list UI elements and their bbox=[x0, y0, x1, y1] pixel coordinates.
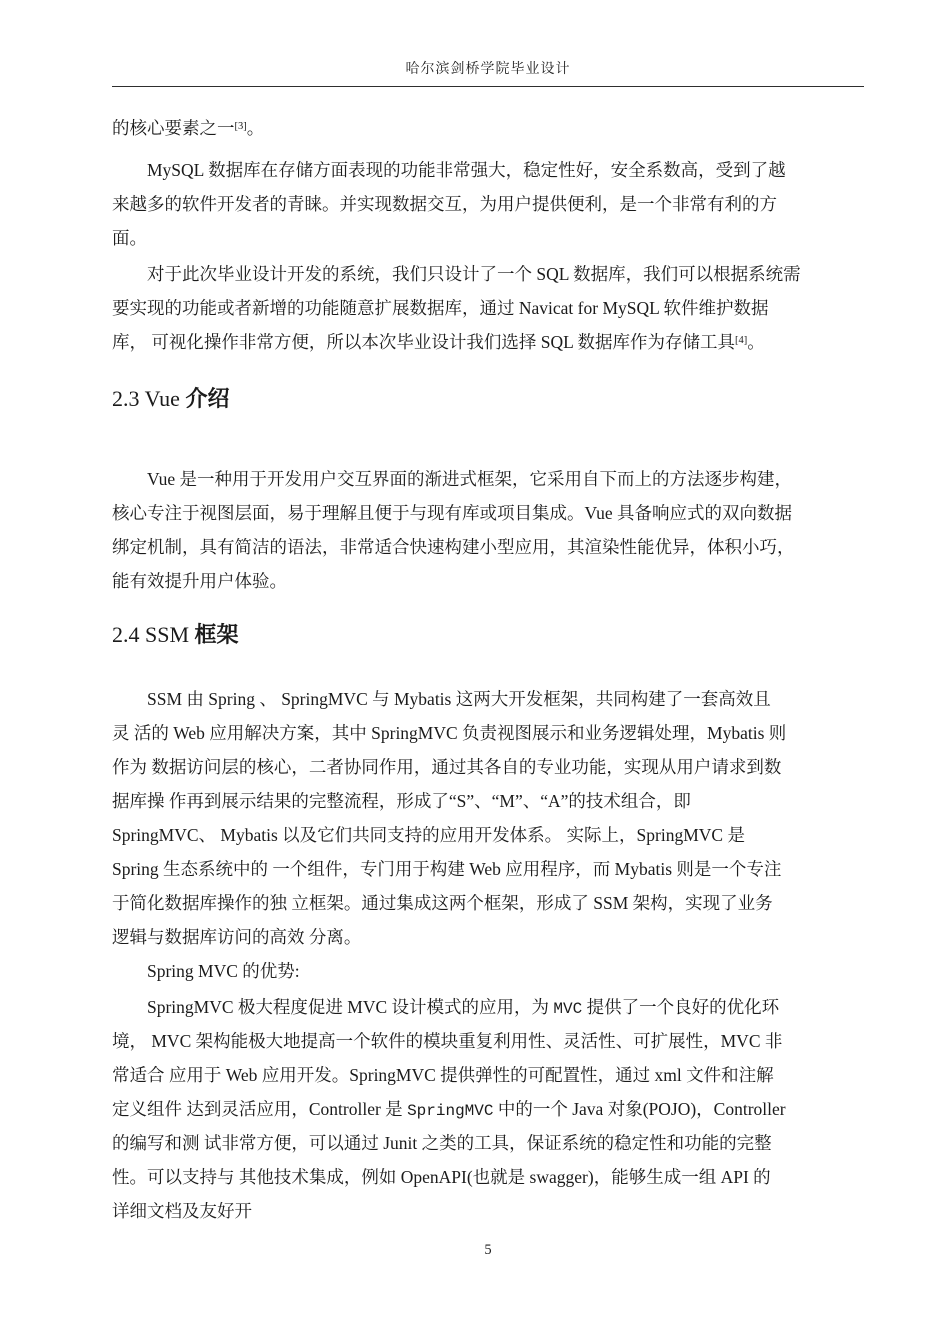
text-line bbox=[112, 257, 864, 291]
text-line bbox=[112, 1058, 864, 1092]
text-line bbox=[112, 920, 864, 954]
text-segment: 于简化数据库操作的独 立框架。通过集成这两个框架，形成了 SSM 架构，实现了业务 bbox=[112, 893, 773, 913]
text-line bbox=[112, 462, 864, 496]
text-segment: 定义组件 达到灵活应用，Controller 是 bbox=[112, 1099, 408, 1119]
text-segment: 。 bbox=[747, 332, 765, 352]
text-line bbox=[112, 153, 864, 187]
text-segment: 性。可以支持与 其他技术集成，例如 OpenAPI(也就是 swagger)，能够生成一组 API 的 bbox=[112, 1167, 771, 1187]
header-title: 哈尔滨剑桥学院毕业设计 bbox=[405, 62, 571, 77]
text-line bbox=[112, 1160, 864, 1194]
para-springmvc-advantages bbox=[112, 954, 864, 988]
text-line bbox=[112, 564, 864, 598]
text-segment: 中的一个 Java 对象(POJO)，Controller bbox=[493, 1099, 786, 1119]
text-segment: 核心专注于视图层面，易于理解且便于与现有库或项目集成。Vue 具备响应式的双向数据 bbox=[112, 503, 792, 523]
text-segment: 作为 数据访问层的核心，二者协同作用，通过其各自的专业功能，实现从用户请求到数 bbox=[112, 757, 782, 777]
text-segment: Spring MVC 的优势: bbox=[147, 961, 300, 981]
text-line bbox=[112, 886, 864, 920]
heading-text-cn: 介绍 bbox=[185, 386, 230, 411]
text-segment: 的核心要素之一 bbox=[112, 118, 235, 138]
citation-ref: [3] bbox=[234, 121, 247, 132]
text-segment: 境， MVC 架构能极大地提高一个软件的模块重复利用性、灵活性、可扩展性，MVC 非 bbox=[112, 1031, 783, 1051]
text-segment: SpringMVC 极大程度促进 MVC 设计模式的应用，为 bbox=[147, 997, 554, 1017]
text-segment: 详细文档及友好开 bbox=[112, 1201, 252, 1221]
text-line bbox=[112, 1024, 864, 1058]
heading-2-3-vue bbox=[112, 384, 864, 414]
text-line bbox=[112, 852, 864, 886]
heading-2-4-ssm bbox=[112, 620, 864, 650]
text-segment: SpringMVC bbox=[407, 1102, 494, 1120]
text-line bbox=[112, 496, 864, 530]
citation-ref: [4] bbox=[735, 335, 748, 346]
document-body bbox=[112, 111, 864, 1228]
para-vue bbox=[112, 462, 864, 598]
text-segment: Spring 生态系统中的 一个组件，专门用于构建 Web 应用程序，而 Mybatis 则是一个专注 bbox=[112, 859, 782, 879]
heading-text-latin: 2.3 Vue bbox=[112, 386, 186, 411]
text-line bbox=[112, 1194, 864, 1228]
text-segment: 灵 活的 Web 应用解决方案，其中 SpringMVC 负责视图展示和业务逻辑处理，Mybatis 则 bbox=[112, 723, 787, 743]
text-segment: 要实现的功能或者新增的功能随意扩展数据库，通过 Navicat for MySQL 软件维护数据 bbox=[112, 298, 769, 318]
text-segment: MySQL 数据库在存储方面表现的功能非常强大，稳定性好，安全系数高，受到了越 bbox=[147, 160, 786, 180]
text-segment: 库， 可视化操作非常方便，所以本次毕业设计我们选择 SQL 数据库作为存储工具 bbox=[112, 332, 736, 352]
heading-text-cn: 框架 bbox=[194, 622, 239, 647]
text-segment: MVC bbox=[553, 1000, 583, 1018]
text-segment: 提供了一个良好的优化环 bbox=[582, 997, 780, 1017]
para-sql-database bbox=[112, 257, 864, 359]
text-segment: Vue 是一种用于开发用户交互界面的渐进式框架，它采用自下而上的方法逐步构建， bbox=[147, 469, 792, 489]
para-springmvc-detail bbox=[112, 990, 864, 1228]
text-line bbox=[112, 325, 864, 359]
heading-text-latin: 2.4 SSM bbox=[112, 622, 195, 647]
para-core-elements bbox=[112, 111, 864, 145]
para-ssm bbox=[112, 682, 864, 954]
para-mysql bbox=[112, 153, 864, 255]
text-segment: 。 bbox=[246, 118, 265, 138]
page-number: 5 bbox=[484, 1242, 492, 1258]
document-page bbox=[112, 0, 864, 1259]
text-line bbox=[112, 750, 864, 784]
text-segment: 常适合 应用于 Web 应用开发。SpringMVC 提供弹性的可配置性，通过 xml 文件和注解 bbox=[112, 1065, 774, 1085]
text-line bbox=[112, 954, 864, 988]
text-segment: 的编写和测 试非常方便，可以通过 Junit 之类的工具，保证系统的稳定性和功能的完整 bbox=[112, 1133, 772, 1153]
text-line bbox=[112, 291, 864, 325]
text-line bbox=[112, 682, 864, 716]
text-segment: SpringMVC、 Mybatis 以及它们共同支持的应用开发体系。 实际上，SpringMVC 是 bbox=[112, 825, 745, 845]
text-line bbox=[112, 530, 864, 564]
text-segment: 面。 bbox=[112, 228, 147, 248]
text-line bbox=[112, 990, 864, 1024]
text-segment: 对于此次毕业设计开发的系统，我们只设计了一个 SQL 数据库，我们可以根据系统需 bbox=[147, 264, 801, 284]
page-header bbox=[112, 0, 864, 87]
text-line bbox=[112, 1092, 864, 1126]
text-line bbox=[112, 784, 864, 818]
text-line bbox=[112, 716, 864, 750]
text-segment: 据库操 作再到展示结果的完整流程，形成了“S”、“M”、“A”的技术组合，即 bbox=[112, 791, 691, 811]
text-segment: SSM 由 Spring 、 SpringMVC 与 Mybatis 这两大开发框架，共同构建了一套高效且 bbox=[147, 689, 771, 709]
text-segment: 绑定机制，具有简洁的语法，非常适合快速构建小型应用，其渲染性能优异，体积小巧， bbox=[112, 537, 795, 557]
page-footer bbox=[112, 1242, 864, 1259]
text-line bbox=[112, 187, 864, 221]
text-line bbox=[112, 111, 864, 145]
text-segment: 能有效提升用户体验。 bbox=[112, 571, 287, 591]
text-segment: 逻辑与数据库访问的高效 分离。 bbox=[112, 927, 362, 947]
text-line bbox=[112, 818, 864, 852]
text-segment: 来越多的软件开发者的青睐。并实现数据交互，为用户提供便利，是一个非常有利的方 bbox=[112, 194, 777, 214]
text-line bbox=[112, 221, 864, 255]
text-line bbox=[112, 1126, 864, 1160]
